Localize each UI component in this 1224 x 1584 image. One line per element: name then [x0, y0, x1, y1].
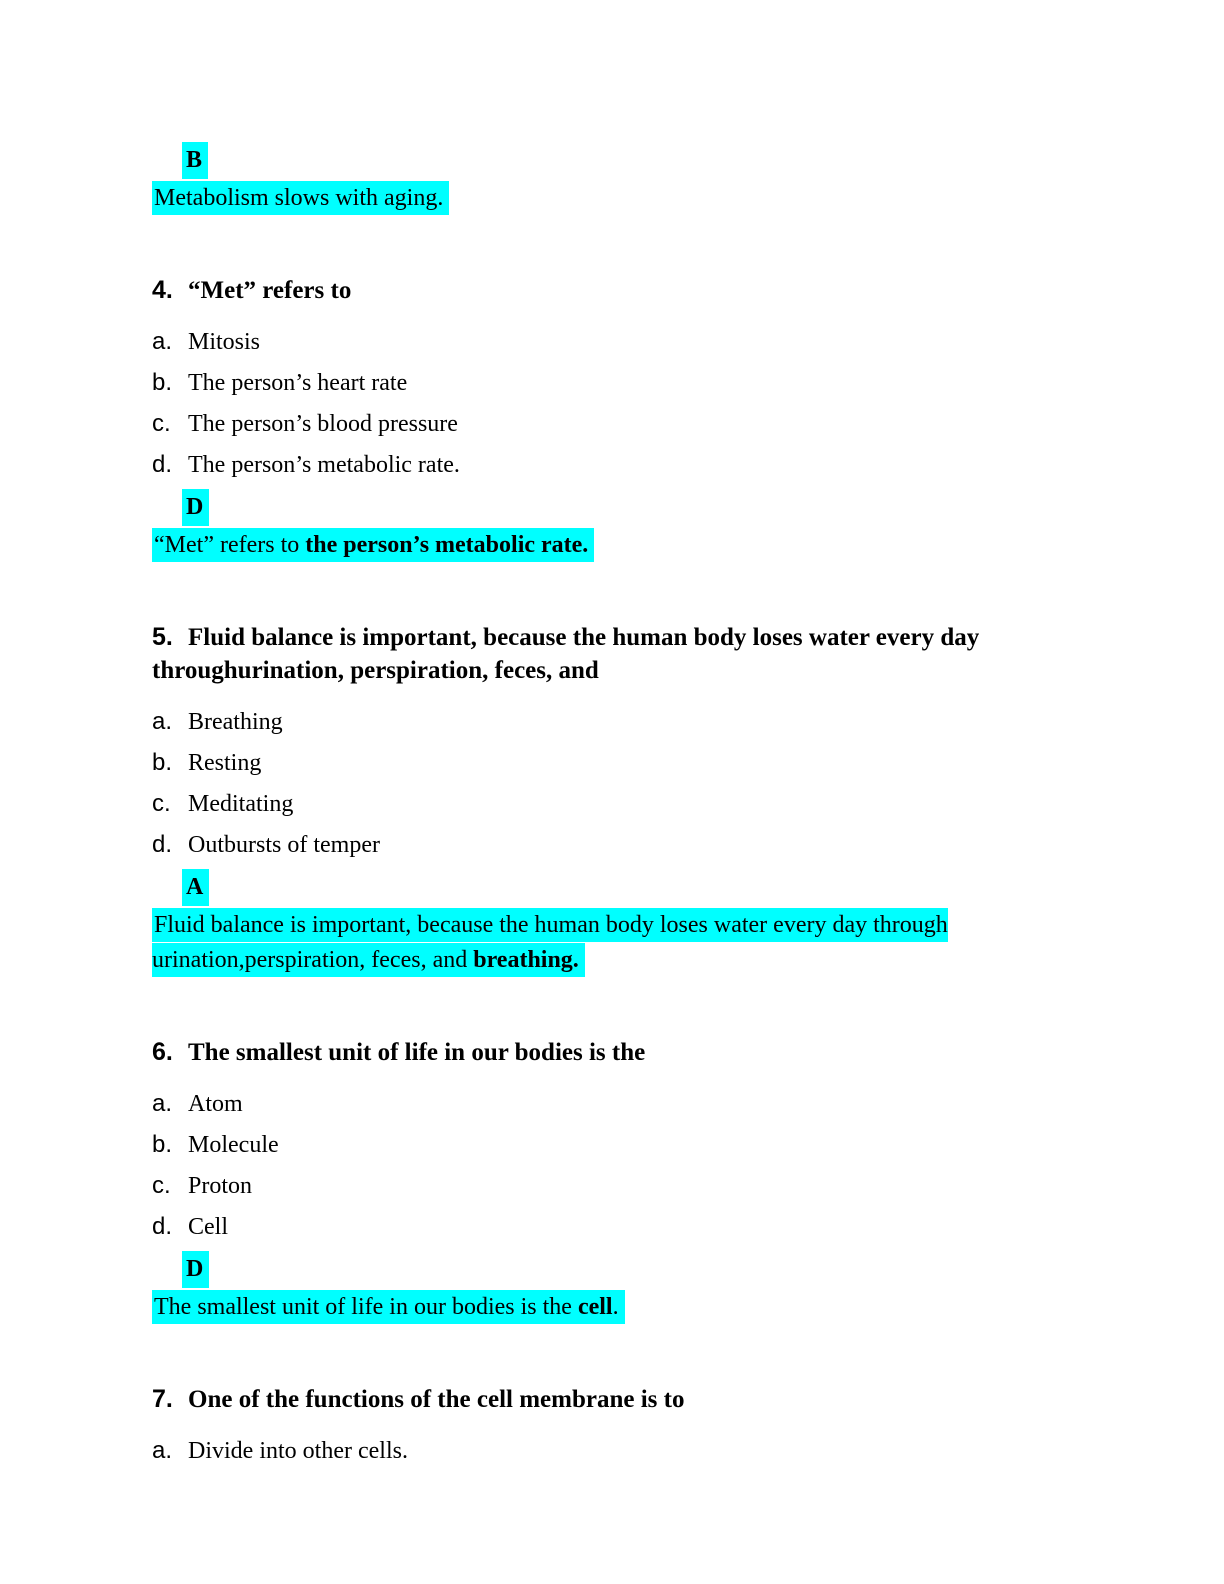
answer-text — [152, 528, 594, 562]
question-prompt: Fluid balance is important, because the human body loses water every day throughurination, perspiration, feces, and — [152, 624, 980, 684]
option-c — [152, 407, 992, 441]
answer-text — [152, 908, 948, 977]
option-letter: c. — [152, 410, 171, 437]
option-a — [152, 325, 992, 359]
answer-letter: D — [182, 1251, 209, 1288]
option-text: Outbursts of temper — [188, 832, 380, 858]
question-5 — [152, 621, 992, 978]
answer-text-segment: Fluid balance is important, because the human body loses water every day through urination,perspiration, feces, and — [152, 912, 948, 973]
answer-text-row — [152, 528, 992, 563]
option-b — [152, 366, 992, 400]
option-b — [152, 746, 992, 780]
answer-letter: B — [182, 142, 208, 179]
option-letter: d. — [152, 451, 173, 478]
option-text: Cell — [188, 1214, 228, 1240]
answer-letter-row — [182, 1251, 992, 1288]
answer-text-row — [152, 1290, 992, 1325]
option-d — [152, 1210, 992, 1244]
option-text: The person’s blood pressure — [188, 411, 458, 437]
answer-text — [152, 1290, 625, 1324]
question-prompt: “Met” refers to — [188, 277, 352, 304]
option-letter: d. — [152, 831, 173, 858]
question-number: 6. — [152, 1038, 173, 1066]
option-letter: b. — [152, 369, 173, 396]
answer-text-segment: “Met” refers to — [154, 532, 306, 558]
question-heading — [152, 1036, 992, 1069]
options-list — [152, 705, 992, 862]
answer-text-segment: The smallest unit of life in our bodies is the — [154, 1294, 578, 1320]
option-d — [152, 828, 992, 862]
answer-letter: A — [182, 869, 209, 906]
answer-text-row — [152, 181, 992, 216]
question-6 — [152, 1036, 992, 1325]
option-letter: b. — [152, 1131, 173, 1158]
question-heading — [152, 621, 992, 687]
option-letter: a. — [152, 1437, 173, 1464]
option-letter: a. — [152, 1090, 173, 1117]
question-heading — [152, 274, 992, 307]
answer-text-row — [152, 908, 992, 978]
option-text: Divide into other cells. — [188, 1438, 408, 1464]
options-list — [152, 325, 992, 482]
answer-letter-row — [182, 142, 992, 179]
option-b — [152, 1128, 992, 1162]
answer-text-segment: . — [612, 1294, 619, 1320]
options-list — [152, 1434, 992, 1468]
option-a — [152, 1434, 992, 1468]
question-prompt: The smallest unit of life in our bodies is the — [188, 1039, 646, 1066]
option-text: The person’s metabolic rate. — [188, 452, 460, 478]
option-c — [152, 1169, 992, 1203]
question-4 — [152, 274, 992, 563]
option-letter: b. — [152, 749, 173, 776]
option-text: Resting — [188, 750, 262, 776]
option-text: Meditating — [188, 791, 294, 817]
option-letter: d. — [152, 1213, 173, 1240]
option-text: Breathing — [188, 709, 283, 735]
question-number: 7. — [152, 1385, 173, 1413]
option-letter: a. — [152, 328, 173, 355]
question-heading — [152, 1383, 992, 1416]
option-letter: c. — [152, 790, 171, 817]
option-text: Proton — [188, 1173, 253, 1199]
answer-text-segment-bold: breathing. — [473, 947, 579, 973]
question-number: 5. — [152, 623, 173, 651]
answer-text-segment-bold: cell — [577, 1294, 613, 1320]
option-text: The person’s heart rate — [188, 370, 408, 396]
option-letter: a. — [152, 708, 173, 735]
option-c — [152, 787, 992, 821]
answer-letter: D — [182, 489, 209, 526]
answer-text: Metabolism slows with aging. — [152, 181, 449, 215]
option-d — [152, 448, 992, 482]
options-list — [152, 1087, 992, 1244]
option-text: Mitosis — [188, 329, 261, 355]
question-prompt: One of the functions of the cell membrane is to — [188, 1386, 685, 1413]
answer-block-question-3 — [152, 142, 992, 216]
option-letter: c. — [152, 1172, 171, 1199]
answer-text-segment-bold: the person’s metabolic rate. — [305, 532, 589, 558]
option-text: Atom — [188, 1091, 243, 1117]
answer-letter-row — [182, 869, 992, 906]
option-a — [152, 705, 992, 739]
question-number: 4. — [152, 276, 173, 304]
option-text: Molecule — [188, 1132, 279, 1158]
answer-letter-row — [182, 489, 992, 526]
question-7 — [152, 1383, 992, 1468]
option-a — [152, 1087, 992, 1121]
